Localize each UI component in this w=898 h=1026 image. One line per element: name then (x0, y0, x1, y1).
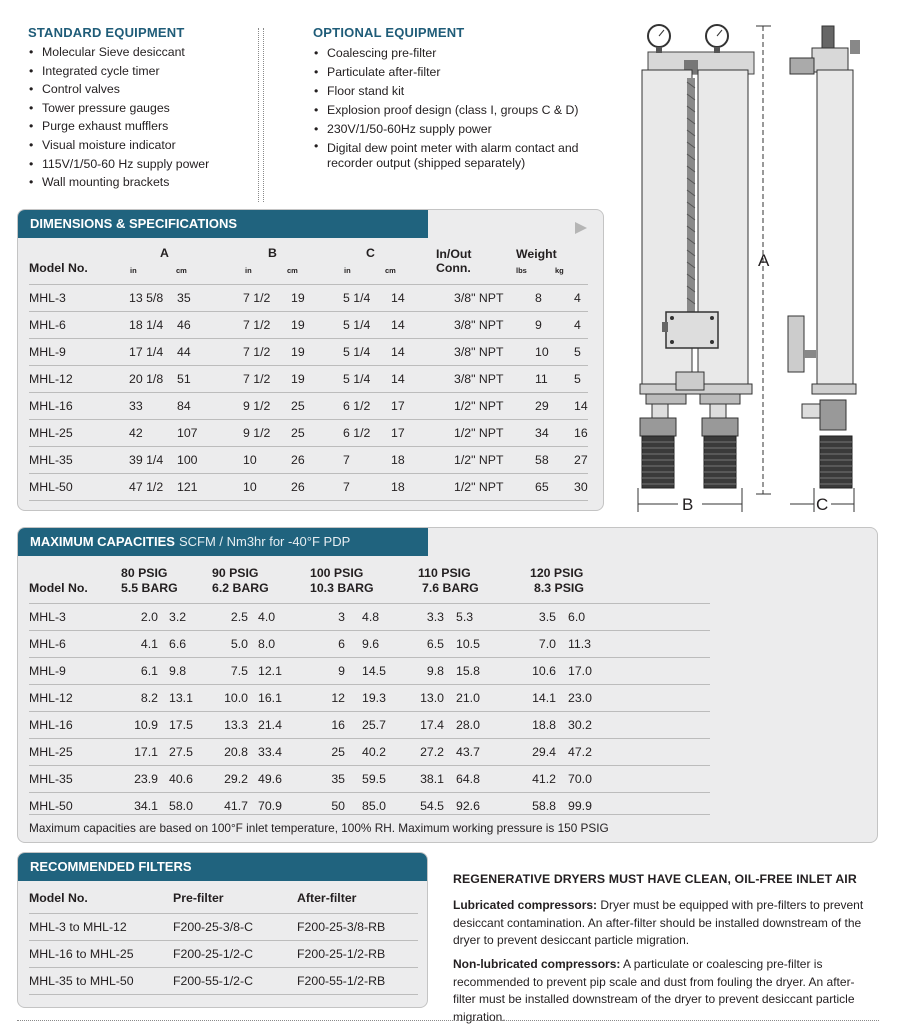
list-item: • Visual moisture indicator (28, 136, 248, 155)
table-row (29, 339, 588, 366)
table-cell: 7 1/2 (243, 285, 291, 312)
table-row (29, 685, 710, 712)
table-cell: 44 (177, 339, 243, 366)
cap-col-model: Model No. (29, 581, 88, 595)
table-row (29, 739, 710, 766)
dim-col-conn (436, 247, 472, 275)
table-cell: 13.3 (218, 712, 248, 739)
table-cell: 3.3 (414, 604, 444, 631)
table-cell: 3.2 (158, 604, 218, 631)
table-cell: 7 1/2 (243, 312, 291, 339)
table-cell: 5 1/4 (343, 366, 391, 393)
table-cell: 1/2" NPT (454, 447, 535, 474)
table-cell: 13.1 (158, 685, 218, 712)
table-cell: MHL-16 (29, 712, 128, 739)
table-cell: 27.2 (414, 739, 444, 766)
table-cell: 19 (291, 339, 343, 366)
table-cell: 27.5 (158, 739, 218, 766)
table-cell: 70.0 (556, 766, 710, 793)
table-cell: 3/8" NPT (454, 312, 535, 339)
table-cell: 6 1/2 (343, 420, 391, 447)
table-row (29, 658, 710, 685)
table-cell: 3/8" NPT (454, 339, 535, 366)
list-item: • Molecular Sieve desiccant (28, 43, 248, 62)
table-cell: 6 1/2 (343, 393, 391, 420)
table-cell: 99.9 (568, 799, 592, 813)
table-cell: 50 (331, 799, 345, 813)
table-cell: MHL-35 (29, 766, 128, 793)
table-cell: 84 (177, 393, 243, 420)
table-row (29, 968, 418, 995)
table-cell: 35 (177, 285, 243, 312)
filters-col-model: Model No. (29, 891, 88, 905)
filters-table (29, 913, 418, 995)
column-header-line: 7.6 BARG (422, 581, 479, 595)
table-cell: 10.6 (526, 658, 556, 685)
table-cell: MHL-6 (29, 312, 129, 339)
capacities-note: Maximum capacities are based on 100°F inlet temperature, 100% RH. Maximum working pressure is 150 PSIG (29, 821, 609, 835)
table-cell: 4 (574, 285, 588, 312)
table-cell: 25 (315, 739, 345, 766)
table-cell: 28.0 (444, 712, 526, 739)
table-row (29, 393, 588, 420)
table-cell: 9.6 (345, 631, 414, 658)
table-cell: 1/2" NPT (454, 474, 535, 501)
column-divider (258, 28, 259, 202)
bottom-divider (17, 1020, 879, 1021)
table-cell: 8.0 (248, 631, 315, 658)
table-cell: MHL-50 (29, 474, 129, 501)
table-cell: 14.5 (345, 658, 414, 685)
capacities-table-bottom-rule (29, 814, 710, 815)
table-cell: 4.1 (128, 631, 158, 658)
table-cell: 3/8" NPT (454, 366, 535, 393)
table-cell: 33.4 (248, 739, 315, 766)
column-header-line: 110 PSIG (418, 566, 471, 580)
table-cell: 58.0 (169, 799, 193, 813)
table-cell: 4.8 (345, 604, 414, 631)
table-cell: MHL-35 to MHL-50 (29, 968, 173, 995)
column-header-line: 10.3 BARG (310, 581, 374, 595)
list-item: • Control valves (28, 80, 248, 99)
table-cell: MHL-3 to MHL-12 (29, 914, 173, 941)
list-item: • 115V/1/50-60 Hz supply power (28, 155, 248, 174)
list-item: • 230V/1/50-60Hz supply power (313, 120, 613, 139)
table-cell: 40.6 (158, 766, 218, 793)
table-cell: 13 5/8 (129, 285, 177, 312)
table-cell: 25 (291, 393, 343, 420)
list-item: • Wall mounting brackets (28, 173, 248, 192)
table-cell: 23.0 (556, 685, 710, 712)
table-cell: 14 (391, 366, 454, 393)
table-cell: 4.0 (248, 604, 315, 631)
dryer-dimension-drawing (626, 22, 878, 516)
table-cell: 1/2" NPT (454, 420, 535, 447)
filters-col-pre: Pre-filter (173, 891, 224, 905)
table-cell: 16 (315, 712, 345, 739)
table-cell: 92.6 (456, 799, 480, 813)
table-cell: 19.3 (345, 685, 414, 712)
table-cell: 25.7 (345, 712, 414, 739)
table-cell: MHL-3 (29, 285, 129, 312)
dim-col-b: B (268, 246, 277, 260)
table-cell: 17.4 (414, 712, 444, 739)
table-cell: 64.8 (444, 766, 526, 793)
table-cell: 1/2" NPT (454, 393, 535, 420)
table-cell: MHL-16 to MHL-25 (29, 941, 173, 968)
table-row (29, 604, 710, 631)
table-cell: 29.4 (526, 739, 556, 766)
side-view (788, 26, 860, 512)
muffler-side (820, 436, 852, 488)
table-cell: 30 (574, 474, 588, 501)
table-cell: 59.5 (345, 766, 414, 793)
table-cell: MHL-25 (29, 739, 128, 766)
table-cell: 10 (243, 474, 291, 501)
table-cell: 17.5 (158, 712, 218, 739)
table-cell: 16.1 (248, 685, 315, 712)
list-item: • Explosion proof design (class I, groups C & D) (313, 101, 613, 120)
column-divider (263, 28, 264, 202)
table-cell: 47 1/2 (129, 474, 177, 501)
table-cell: 58.8 (532, 799, 556, 813)
table-cell: 3.5 (526, 604, 556, 631)
table-cell: 10.0 (218, 685, 248, 712)
table-cell: 7 (343, 474, 391, 501)
optional-equipment-list (313, 44, 613, 171)
table-cell: MHL-12 (29, 685, 128, 712)
dim-col-c: C (366, 246, 375, 260)
table-row (29, 312, 588, 339)
table-cell: 26 (291, 474, 343, 501)
table-cell: 15.8 (444, 658, 526, 685)
table-cell: MHL-9 (29, 339, 129, 366)
table-cell: 121 (177, 474, 243, 501)
table-cell: 19 (291, 285, 343, 312)
table-cell: 8 (535, 285, 574, 312)
table-cell: 18 1/4 (129, 312, 177, 339)
list-item: • Integrated cycle timer (28, 62, 248, 81)
table-cell: 17 (391, 393, 454, 420)
table-cell: 54.5 (420, 799, 444, 813)
table-cell: 19 (291, 366, 343, 393)
capacities-title-bar (18, 528, 428, 556)
table-cell: 19 (291, 312, 343, 339)
table-row (29, 914, 418, 941)
lubricated-paragraph (453, 897, 873, 950)
table-cell: F200-55-1/2-RB (297, 968, 418, 995)
table-cell: 4 (574, 312, 588, 339)
filters-title: RECOMMENDED FILTERS (18, 853, 427, 881)
column-header-line: 120 PSIG (530, 566, 584, 580)
table-cell: 17.1 (128, 739, 158, 766)
table-cell: 35 (315, 766, 345, 793)
nonlubricated-text: A particulate or coalescing pre-filter is recommended to prevent pip scale and dust from fouling the dryer. An after-filter must be installed downstream of the dryer to prevent desiccant particle migration. (453, 957, 855, 1024)
table-cell: F200-25-1/2-RB (297, 941, 418, 968)
table-cell: 2.5 (218, 604, 248, 631)
list-item: • Coalescing pre-filter (313, 44, 613, 63)
table-cell: 17.0 (556, 658, 710, 685)
column-header-line: 8.3 PSIG (534, 581, 584, 595)
muffler-right (704, 436, 736, 488)
table-cell: 43.7 (444, 739, 526, 766)
table-cell: 9.8 (414, 658, 444, 685)
table-cell: 13.0 (414, 685, 444, 712)
table-cell: 26 (291, 447, 343, 474)
table-cell: 9.8 (158, 658, 218, 685)
table-cell: 51 (177, 366, 243, 393)
list-item: • Particulate after-filter (313, 63, 613, 82)
table-cell: 16 (574, 420, 588, 447)
table-cell: 14 (391, 339, 454, 366)
table-cell: F200-25-3/8-C (173, 914, 297, 941)
table-cell: 29 (535, 393, 574, 420)
table-cell: F200-25-1/2-C (173, 941, 297, 968)
dim-unit-a-in: in (130, 266, 137, 275)
cap-col-80 (121, 566, 178, 596)
list-item: • Floor stand kit (313, 82, 613, 101)
capacities-title: MAXIMUM CAPACITIES (30, 534, 175, 549)
filters-col-after: After-filter (297, 891, 357, 905)
table-row (29, 712, 710, 739)
table-cell: 29.2 (218, 766, 248, 793)
table-row (29, 447, 588, 474)
table-cell: 14 (574, 393, 588, 420)
table-cell: 17 (391, 420, 454, 447)
table-cell: 6.5 (414, 631, 444, 658)
capacities-table (29, 603, 710, 819)
table-cell: 3 (315, 604, 345, 631)
conn-line1: In/Out (436, 247, 472, 261)
muffler-left (642, 436, 674, 488)
table-cell: MHL-50 (29, 799, 73, 813)
dim-unit-b-cm: cm (287, 266, 298, 275)
table-cell: 7 (343, 447, 391, 474)
dim-unit-lbs: lbs (516, 266, 527, 275)
dimension-label-a: A (758, 251, 770, 270)
column-header-line: 100 PSIG (310, 566, 364, 580)
table-cell: 9 1/2 (243, 393, 291, 420)
inlet-air-title: REGENERATIVE DRYERS MUST HAVE CLEAN, OIL-FREE INLET AIR (453, 872, 857, 886)
dim-unit-c-cm: cm (385, 266, 396, 275)
list-item: • Purge exhaust mufflers (28, 117, 248, 136)
table-cell: 33 (129, 393, 177, 420)
table-cell: 6 (315, 631, 345, 658)
table-cell: 10.5 (444, 631, 526, 658)
table-cell: 9 1/2 (243, 420, 291, 447)
table-cell: 41.2 (526, 766, 556, 793)
table-row (29, 474, 588, 501)
nonlubricated-paragraph (453, 956, 877, 1026)
cap-col-120 (530, 566, 584, 596)
table-cell: MHL-16 (29, 393, 129, 420)
table-cell: 8.2 (128, 685, 158, 712)
table-cell: 2.0 (128, 604, 158, 631)
table-row (29, 420, 588, 447)
dim-col-a: A (160, 246, 169, 260)
standard-equipment-title: STANDARD EQUIPMENT (28, 25, 185, 40)
table-cell: 7.5 (218, 658, 248, 685)
table-cell: 7 1/2 (243, 339, 291, 366)
table-cell: 3/8" NPT (454, 285, 535, 312)
table-cell: 23.9 (128, 766, 158, 793)
dim-unit-b-in: in (245, 266, 252, 275)
table-cell: 14.1 (526, 685, 556, 712)
table-cell: F200-55-1/2-C (173, 968, 297, 995)
table-cell: 46 (177, 312, 243, 339)
dim-unit-c-in: in (344, 266, 351, 275)
table-cell: 34 (535, 420, 574, 447)
cap-col-100 (310, 566, 374, 596)
dimension-label-b: B (682, 495, 694, 514)
table-cell: 42 (129, 420, 177, 447)
cap-col-90 (212, 566, 269, 596)
column-header-line: 5.5 BARG (121, 581, 178, 595)
table-cell: 5 (574, 339, 588, 366)
capacities-subtitle: SCFM / Nm3hr for -40°F PDP (178, 534, 351, 549)
table-cell: 65 (535, 474, 574, 501)
table-cell: F200-25-3/8-RB (297, 914, 418, 941)
front-view (638, 25, 771, 512)
conn-line2: Conn. (436, 261, 471, 275)
table-cell: 5.3 (444, 604, 526, 631)
table-cell: 5 1/4 (343, 285, 391, 312)
table-cell: 11.3 (556, 631, 710, 658)
table-cell: 21.4 (248, 712, 315, 739)
table-cell: 25 (291, 420, 343, 447)
table-cell: 12.1 (248, 658, 315, 685)
table-cell: 5 1/4 (343, 312, 391, 339)
table-cell: 6.0 (556, 604, 710, 631)
table-cell: 10.9 (128, 712, 158, 739)
table-row (29, 941, 418, 968)
table-cell: MHL-9 (29, 658, 128, 685)
table-cell: 85.0 (362, 799, 386, 813)
table-cell: 7.0 (526, 631, 556, 658)
table-cell: 7 1/2 (243, 366, 291, 393)
table-cell: 21.0 (444, 685, 526, 712)
table-row (29, 366, 588, 393)
table-cell: 14 (391, 312, 454, 339)
table-cell: 12 (315, 685, 345, 712)
table-cell: 6.6 (158, 631, 218, 658)
dim-unit-a-cm: cm (176, 266, 187, 275)
table-cell: 20 1/8 (129, 366, 177, 393)
lubricated-text: Dryer must be equipped with pre-filters to prevent desiccant contamination. An after-filter should be installed downstream of the dryer to prevent desiccant particle migration. (453, 898, 864, 947)
table-cell: 34.1 (134, 799, 158, 813)
column-header-line: 6.2 BARG (212, 581, 269, 595)
table-cell: 30.2 (556, 712, 710, 739)
table-cell: MHL-12 (29, 366, 129, 393)
table-cell: 20.8 (218, 739, 248, 766)
table-cell: 18 (391, 447, 454, 474)
table-cell: 10 (243, 447, 291, 474)
table-cell: 38.1 (414, 766, 444, 793)
cap-col-110 (418, 566, 479, 596)
list-item: • Tower pressure gauges (28, 99, 248, 118)
table-cell: MHL-35 (29, 447, 129, 474)
table-cell: MHL-6 (29, 631, 128, 658)
table-cell: 107 (177, 420, 243, 447)
table-cell: 9 (315, 658, 345, 685)
optional-equipment-title: OPTIONAL EQUIPMENT (313, 25, 465, 40)
table-cell: 5 1/4 (343, 339, 391, 366)
table-cell: 39 1/4 (129, 447, 177, 474)
table-cell: 6.1 (128, 658, 158, 685)
dim-col-model: Model No. (29, 261, 88, 275)
lubricated-label: Lubricated compressors: (453, 898, 598, 912)
table-row (29, 766, 710, 793)
dimension-label-c: C (816, 495, 829, 514)
table-cell: 49.6 (248, 766, 315, 793)
table-cell: 40.2 (345, 739, 414, 766)
standard-equipment-list (28, 43, 248, 192)
table-cell: 27 (574, 447, 588, 474)
table-row (29, 793, 710, 820)
table-cell: 9 (535, 312, 574, 339)
table-cell: 10 (535, 339, 574, 366)
dim-col-weight: Weight (516, 247, 557, 261)
dimensions-table (29, 284, 588, 501)
table-cell: 14 (391, 285, 454, 312)
table-cell: 70.9 (258, 799, 282, 813)
column-header-line: 80 PSIG (121, 566, 168, 580)
column-header-line: 90 PSIG (212, 566, 259, 580)
table-cell: MHL-25 (29, 420, 129, 447)
table-cell: 11 (535, 366, 574, 393)
table-cell: 5 (574, 366, 588, 393)
table-row (29, 631, 710, 658)
table-cell: 100 (177, 447, 243, 474)
dim-unit-kg: kg (555, 266, 564, 275)
table-cell: 18 (391, 474, 454, 501)
table-cell: 5.0 (218, 631, 248, 658)
table-cell: 58 (535, 447, 574, 474)
table-cell: 47.2 (556, 739, 710, 766)
table-cell: 17 1/4 (129, 339, 177, 366)
table-cell: MHL-3 (29, 604, 128, 631)
play-arrow-icon (575, 222, 587, 234)
table-row (29, 285, 588, 312)
dimensions-title: DIMENSIONS & SPECIFICATIONS (18, 210, 428, 238)
table-cell: 41.7 (224, 799, 248, 813)
nonlubricated-label: Non-lubricated compressors: (453, 957, 621, 971)
list-item: • Digital dew point meter with alarm contact and recorder output (shipped separately) (313, 139, 599, 171)
table-cell: 18.8 (526, 712, 556, 739)
